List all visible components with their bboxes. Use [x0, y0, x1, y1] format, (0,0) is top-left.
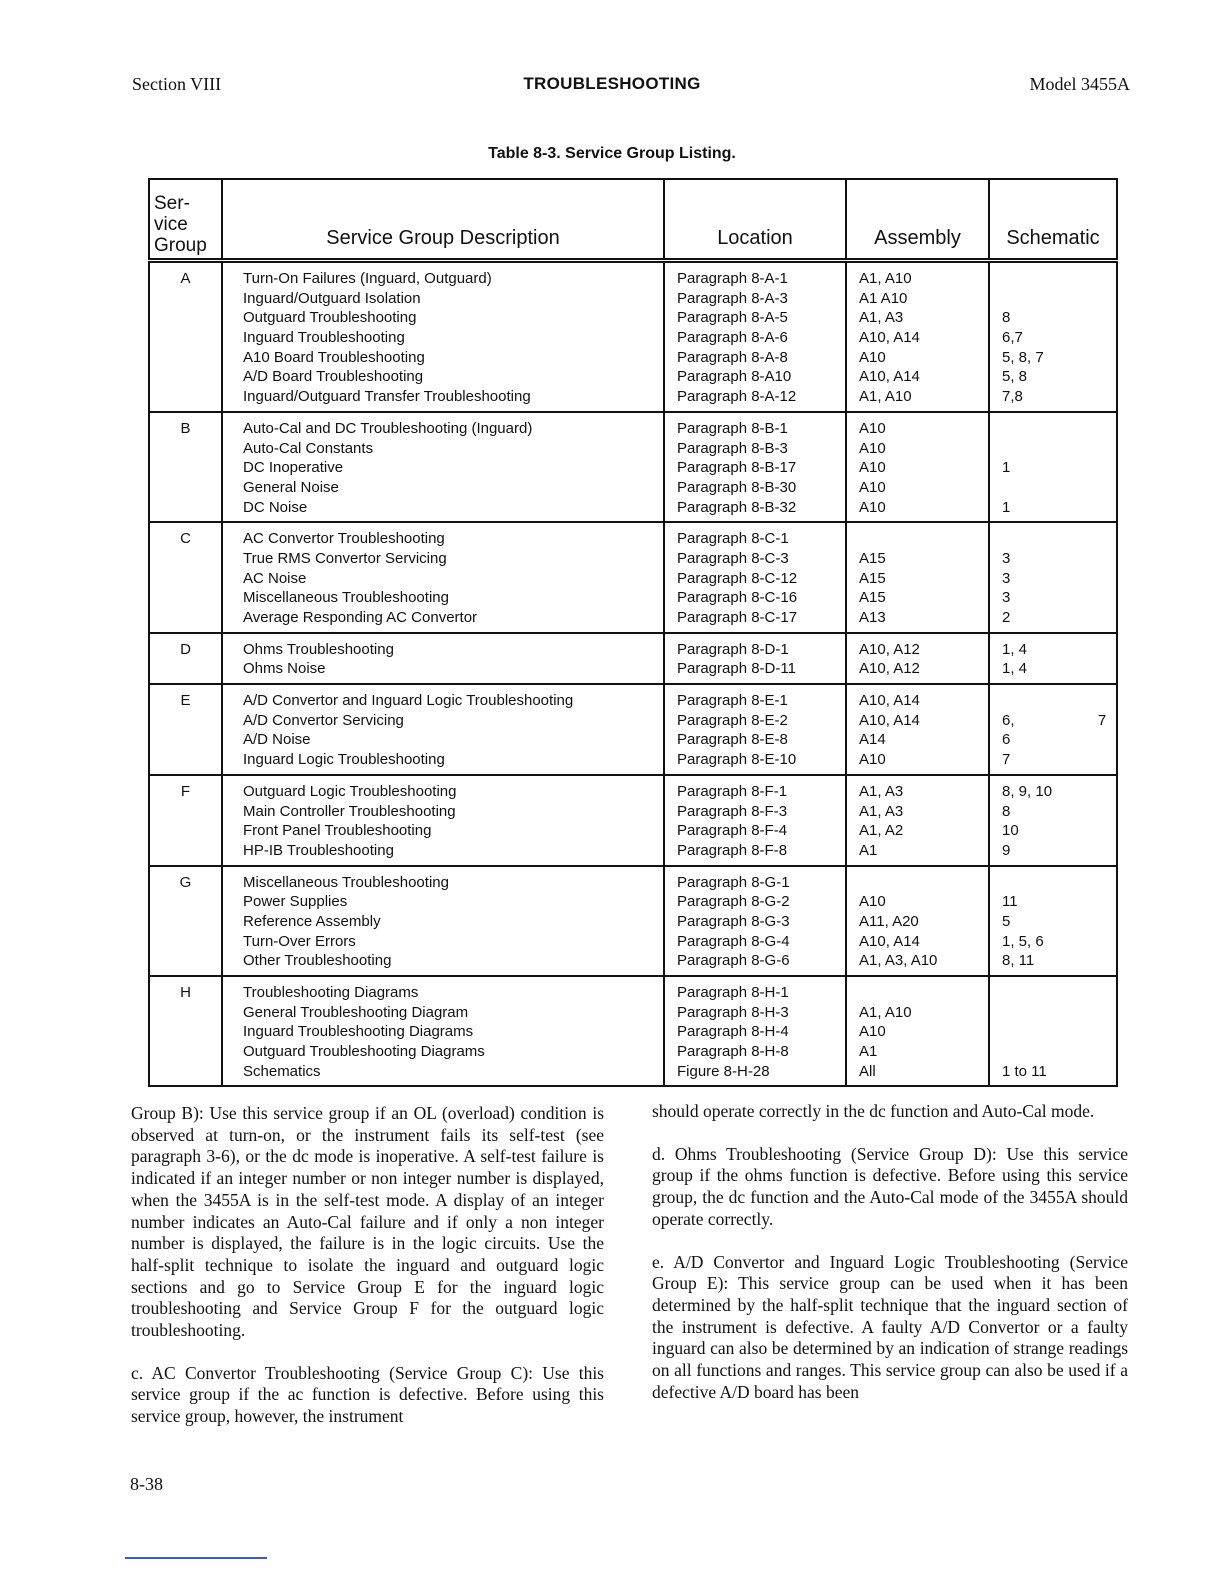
- description-cell: [222, 633, 664, 684]
- description-cell: [222, 976, 664, 1086]
- description-cell: [222, 775, 664, 866]
- cell-line: A1: [859, 1043, 878, 1061]
- table-row: [149, 522, 1117, 632]
- cell-line: A10: [859, 498, 886, 516]
- table-row: [149, 976, 1117, 1086]
- cell-line: [1002, 1003, 1110, 1023]
- group-id-cell: G: [149, 866, 222, 976]
- table-body: [149, 261, 1117, 1087]
- cell-line: DC Noise: [243, 498, 308, 516]
- cell-line: 1, 4: [1002, 640, 1028, 658]
- table-row: [149, 633, 1117, 684]
- cell-line: 8: [1002, 802, 1011, 820]
- assembly-cell: [846, 633, 989, 684]
- cell-line: [1002, 478, 1110, 498]
- cell-line: Paragraph 8-G-1: [677, 873, 790, 891]
- cell-line: A15: [859, 549, 886, 567]
- cell-line: 9: [1002, 841, 1011, 859]
- schematic-cell: [989, 976, 1117, 1086]
- cell-line: A1, A10: [859, 1003, 912, 1021]
- cell-line: A1, A3, A10: [859, 952, 938, 970]
- paragraph: should operate correctly in the dc function and Auto-Cal mode.: [652, 1101, 1095, 1121]
- location-cell: [664, 976, 846, 1086]
- cell-line: Paragraph 8-G-3: [677, 912, 790, 930]
- table-row: [149, 775, 1117, 866]
- schematic-cell: [989, 522, 1117, 632]
- paragraph: c. AC Convertor Troubleshooting (Service Group C): Use this service group if the ac function is defective. Before using this service group, however, the instrument: [131, 1362, 604, 1427]
- description-cell: [222, 684, 664, 775]
- cell-line: A15: [859, 589, 886, 607]
- cell-line: 5, 8: [1002, 368, 1028, 386]
- cell-line: A10, A12: [859, 640, 920, 658]
- col-header-group-line2: vice: [154, 214, 188, 235]
- cell-line: 10: [1002, 822, 1019, 840]
- cell-line: A10, A14: [859, 329, 920, 347]
- assembly-cell: [846, 684, 989, 775]
- cell-line: A13: [859, 609, 886, 626]
- section-label: Section VIII: [132, 74, 222, 94]
- cell-line: A1, A2: [859, 822, 904, 840]
- cell-line: [1002, 269, 1110, 289]
- text-column-right: [652, 1101, 1128, 1424]
- schematic-cell: [989, 775, 1117, 866]
- cell-line: Inguard Logic Troubleshooting: [243, 751, 445, 769]
- cell-line: 1: [1002, 459, 1011, 477]
- cell-line: [859, 983, 982, 1003]
- cell-line: Miscellaneous Troubleshooting: [243, 873, 449, 891]
- cell-line: Paragraph 8-C-17: [677, 609, 798, 626]
- table-row: [149, 412, 1117, 522]
- col-header-description: Service Group Description: [222, 179, 664, 261]
- cell-line: [1002, 1042, 1110, 1062]
- cell-line: Outguard Troubleshooting: [243, 309, 417, 327]
- cell-line: Paragraph 8-G-2: [677, 893, 790, 911]
- cell-line: Paragraph 8-E-10: [677, 751, 797, 769]
- cell-line: All: [859, 1062, 876, 1080]
- cell-line: Front Panel Troubleshooting: [243, 822, 432, 840]
- cell-line: Inguard Troubleshooting: [243, 329, 405, 347]
- table-row: [149, 261, 1117, 412]
- cell-line: A1, A10: [859, 388, 912, 406]
- cell-line: 3: [1002, 569, 1011, 587]
- col-header-group-line3: Group: [154, 235, 207, 256]
- cell-line: 6,7: [1002, 329, 1023, 347]
- cell-line: A/D Convertor and Inguard Logic Troubleshooting: [243, 692, 574, 710]
- cell-line: [1002, 439, 1110, 459]
- description-cell: [222, 866, 664, 976]
- location-cell: [664, 522, 846, 632]
- cell-line: Paragraph 8-A-6: [677, 329, 788, 347]
- cell-line: Paragraph 8-C-1: [677, 530, 789, 548]
- cell-line: Paragraph 8-C-12: [677, 569, 798, 587]
- cell-line: Inguard Troubleshooting Diagrams: [243, 1023, 474, 1041]
- cell-line: Ohms Troubleshooting: [243, 640, 394, 658]
- location-cell: [664, 775, 846, 866]
- cell-line: A/D Noise: [243, 731, 311, 749]
- cell-line: Paragraph 8-A-12: [677, 388, 797, 406]
- cell-line: A10, A14: [859, 368, 920, 386]
- cell-line: Miscellaneous Troubleshooting: [243, 589, 449, 607]
- cell-line: A10 Board Troubleshooting: [243, 348, 425, 366]
- cell-line: Paragraph 8-F-8: [677, 841, 788, 859]
- cell-line: A1: [859, 841, 878, 859]
- cell-line: Paragraph 8-A-5: [677, 309, 788, 327]
- cell-line: A1, A3: [859, 782, 904, 800]
- cell-line: Average Responding AC Convertor: [243, 609, 478, 626]
- cell-line: Paragraph 8-F-3: [677, 802, 788, 820]
- col-header-assembly: Assembly: [846, 179, 989, 261]
- cell-line: Troubleshooting Diagrams: [243, 984, 419, 1001]
- cell-line: A10: [859, 751, 886, 769]
- cell-line: A10: [859, 459, 886, 477]
- description-cell: [222, 412, 664, 522]
- cell-line: HP-IB Troubleshooting: [243, 841, 394, 859]
- group-id-cell: D: [149, 633, 222, 684]
- cell-line: Turn-Over Errors: [243, 932, 356, 950]
- col-header-schematic: Schematic: [989, 179, 1117, 261]
- table-row: [149, 684, 1117, 775]
- cell-line: Paragraph 8-E-2: [677, 711, 788, 729]
- cell-line: A10: [859, 348, 886, 366]
- cell-line: 8: [1002, 309, 1011, 327]
- cell-line: Paragraph 8-F-4: [677, 822, 788, 840]
- cell-line: A1, A3: [859, 802, 904, 820]
- schematic-cell: [989, 684, 1117, 775]
- cell-line: Paragraph 8-E-8: [677, 731, 788, 749]
- assembly-cell: [846, 522, 989, 632]
- cell-line: 7,8: [1002, 388, 1023, 406]
- cell-line: A10, A14: [859, 932, 920, 950]
- cell-line: [1002, 873, 1110, 893]
- cell-line: Paragraph 8-B-3: [677, 439, 788, 457]
- table-row: [149, 866, 1117, 976]
- group-id-cell: F: [149, 775, 222, 866]
- schematic-cell: [989, 412, 1117, 522]
- cell-line: A15: [859, 569, 886, 587]
- cell-line: Paragraph 8-H-8: [677, 1043, 789, 1061]
- cell-line: Paragraph 8-A-8: [677, 348, 788, 366]
- cell-line: [859, 529, 982, 549]
- group-id-cell: A: [149, 261, 222, 412]
- cell-line: Inguard/Outguard Transfer Troubleshooting: [243, 388, 531, 406]
- cell-line: Paragraph 8-C-16: [677, 589, 798, 607]
- col-header-group-line1: Ser-: [154, 193, 190, 214]
- cell-line: Outguard Troubleshooting Diagrams: [243, 1043, 485, 1061]
- cell-line: Paragraph 8-E-1: [677, 692, 788, 710]
- cell-line: [1002, 289, 1110, 309]
- paragraph: e. A/D Convertor and Inguard Logic Troubleshooting (Service Group E): This service group can be used when it has been determined by the half-split technique that the inguard section of the instrument is defective. A faulty A/D Convertor or a faulty inguard can also be determined by an indication of strange readings on all functions and ranges. This service group can also be used if a defective A/D board has been: [652, 1251, 1128, 1402]
- group-id-cell: H: [149, 976, 222, 1086]
- cell-line: A11, A20: [859, 912, 919, 930]
- cell-line: 1: [1002, 498, 1011, 516]
- cell-line: A14: [859, 731, 886, 749]
- cell-line: A10, A14: [859, 711, 920, 729]
- table-title: Table 8-3. Service Group Listing.: [488, 145, 736, 162]
- cell-line: Paragraph 8-G-6: [677, 952, 790, 970]
- location-cell: [664, 633, 846, 684]
- cell-line: Paragraph 8-F-1: [677, 782, 788, 800]
- cell-line: Paragraph 8-A-3: [677, 289, 788, 307]
- cell-line: Paragraph 8-B-17: [677, 459, 797, 477]
- location-cell: [664, 866, 846, 976]
- cell-line: A1, A10: [859, 270, 912, 287]
- cell-line: Paragraph 8-D-1: [677, 640, 789, 658]
- location-cell: [664, 684, 846, 775]
- cell-line: Outguard Logic Troubleshooting: [243, 782, 457, 800]
- service-group-table: [148, 178, 1118, 1087]
- cell-line: 7: [1002, 751, 1011, 769]
- cell-line: AC Convertor Troubleshooting: [243, 530, 445, 548]
- assembly-cell: [846, 976, 989, 1086]
- cell-line: [1002, 691, 1110, 711]
- cell-line: Paragraph 8-A-1: [677, 270, 788, 287]
- cell-line: 2: [1002, 609, 1011, 626]
- cell-line: A10: [859, 419, 886, 437]
- assembly-cell: [846, 412, 989, 522]
- cell-line: A10: [859, 1023, 886, 1041]
- cell-line: Paragraph 8-G-4: [677, 932, 790, 950]
- cell-line: 6: [1002, 731, 1011, 749]
- assembly-cell: [846, 775, 989, 866]
- cell-line: Paragraph 8-B-30: [677, 478, 797, 496]
- cell-line: Paragraph 8-B-32: [677, 498, 797, 516]
- cell-line: AC Noise: [243, 569, 307, 587]
- cell-line: [1002, 983, 1110, 1003]
- schematic-cell: [989, 633, 1117, 684]
- cell-line: 5: [1002, 912, 1011, 930]
- cell-line: Auto-Cal and DC Troubleshooting (Inguard): [243, 419, 533, 437]
- cell-line: A10, A12: [859, 660, 920, 678]
- cell-line: 1, 5, 6: [1002, 932, 1044, 950]
- description-cell: [222, 522, 664, 632]
- cell-line: 5, 8, 7: [1002, 348, 1044, 366]
- cell-line: 1, 4: [1002, 660, 1028, 678]
- location-cell: [664, 261, 846, 412]
- schematic-cell: [989, 866, 1117, 976]
- cell-line: Power Supplies: [243, 893, 348, 911]
- schematic-cell: [989, 261, 1117, 412]
- cell-line: Auto-Cal Constants: [243, 439, 374, 457]
- cell-line: General Troubleshooting Diagram: [243, 1003, 469, 1021]
- cell-line: A/D Convertor Servicing: [243, 711, 404, 729]
- cell-line: 8, 11: [1002, 952, 1035, 970]
- cell-line: [1002, 419, 1110, 439]
- cell-line: 8, 9, 10: [1002, 782, 1053, 800]
- cell-line: Paragraph 8-H-4: [677, 1023, 789, 1041]
- group-id-cell: E: [149, 684, 222, 775]
- paragraph: d. Ohms Troubleshooting (Service Group D): Use this service group if the ohms function is defective. Before using this service group, the dc function and the Auto-Cal mode of the 3455A should operate correctly.: [652, 1143, 1128, 1229]
- cell-line: Ohms Noise: [243, 660, 326, 678]
- cell-line: Paragraph 8-B-1: [677, 419, 788, 437]
- cell-line: A10: [859, 478, 886, 496]
- cell-line: A10: [859, 893, 886, 911]
- assembly-cell: [846, 866, 989, 976]
- location-cell: [664, 412, 846, 522]
- cell-line: A10: [859, 439, 886, 457]
- cell-line: Figure 8-H-28: [677, 1062, 770, 1080]
- cell-line: 3: [1002, 549, 1011, 567]
- cell-line: A/D Board Troubleshooting: [243, 368, 424, 386]
- cell-line: Other Troubleshooting: [243, 952, 392, 970]
- cell-line: Turn-On Failures (Inguard, Outguard): [243, 270, 492, 287]
- cell-line: 1 to 11: [1002, 1062, 1047, 1080]
- col-header-group: [149, 179, 222, 261]
- table-header-row: [149, 179, 1117, 261]
- cell-line: Schematics: [243, 1062, 321, 1080]
- group-id-cell: B: [149, 412, 222, 522]
- col-header-location: Location: [664, 179, 846, 261]
- cell-line: True RMS Convertor Servicing: [243, 549, 447, 567]
- assembly-cell: [846, 261, 989, 412]
- footer-rule: [125, 1557, 267, 1559]
- cell-line: 3: [1002, 589, 1011, 607]
- cell-line: [859, 873, 982, 893]
- cell-line: [1002, 529, 1110, 549]
- cell-line: Main Controller Troubleshooting: [243, 802, 456, 820]
- paragraph: Group B): Use this service group if an OL (overload) condition is observed at turn-on, or the instrument fails its self-test (see paragraph 3-6), or the dc mode is inoperative. A self-test failure is indicated if an integer number or non integer number is displayed, when the 3455A is in the self-test mode. A display of an integer number indicates an Auto-Cal failure and if only a non integer number is displayed, the failure is in the logic circuits. Use the half-split technique to isolate the inguard and outguard logic sections and go to Service Group E for the inguard logic troubleshooting and Service Group F for the outguard logic troubleshooting.: [131, 1103, 604, 1341]
- cell-line: A1, A3: [859, 309, 904, 327]
- cell-line: A10, A14: [859, 692, 920, 710]
- group-id-cell: C: [149, 522, 222, 632]
- cell-line: 11: [1002, 893, 1018, 911]
- model-label: Model 3455A: [1029, 74, 1130, 94]
- page-number: 8-38: [130, 1474, 163, 1494]
- text-column-left: [131, 1103, 604, 1449]
- description-cell: [222, 261, 664, 412]
- cell-line: Paragraph 8-H-3: [677, 1003, 789, 1021]
- cell-line: [1002, 1022, 1110, 1042]
- cell-line: Paragraph 8-A10: [677, 368, 792, 386]
- cell-line: 6, 7: [1002, 711, 1107, 729]
- cell-line: General Noise: [243, 478, 339, 496]
- cell-line: Paragraph 8-H-1: [677, 984, 789, 1001]
- cell-line: Paragraph 8-C-3: [677, 549, 789, 567]
- cell-line: Reference Assembly: [243, 912, 381, 930]
- cell-line: DC Inoperative: [243, 459, 344, 477]
- cell-line: Inguard/Outguard Isolation: [243, 289, 421, 307]
- cell-line: A1 A10: [859, 289, 908, 307]
- cell-line: Paragraph 8-D-11: [677, 660, 796, 678]
- section-title: TROUBLESHOOTING: [523, 74, 701, 93]
